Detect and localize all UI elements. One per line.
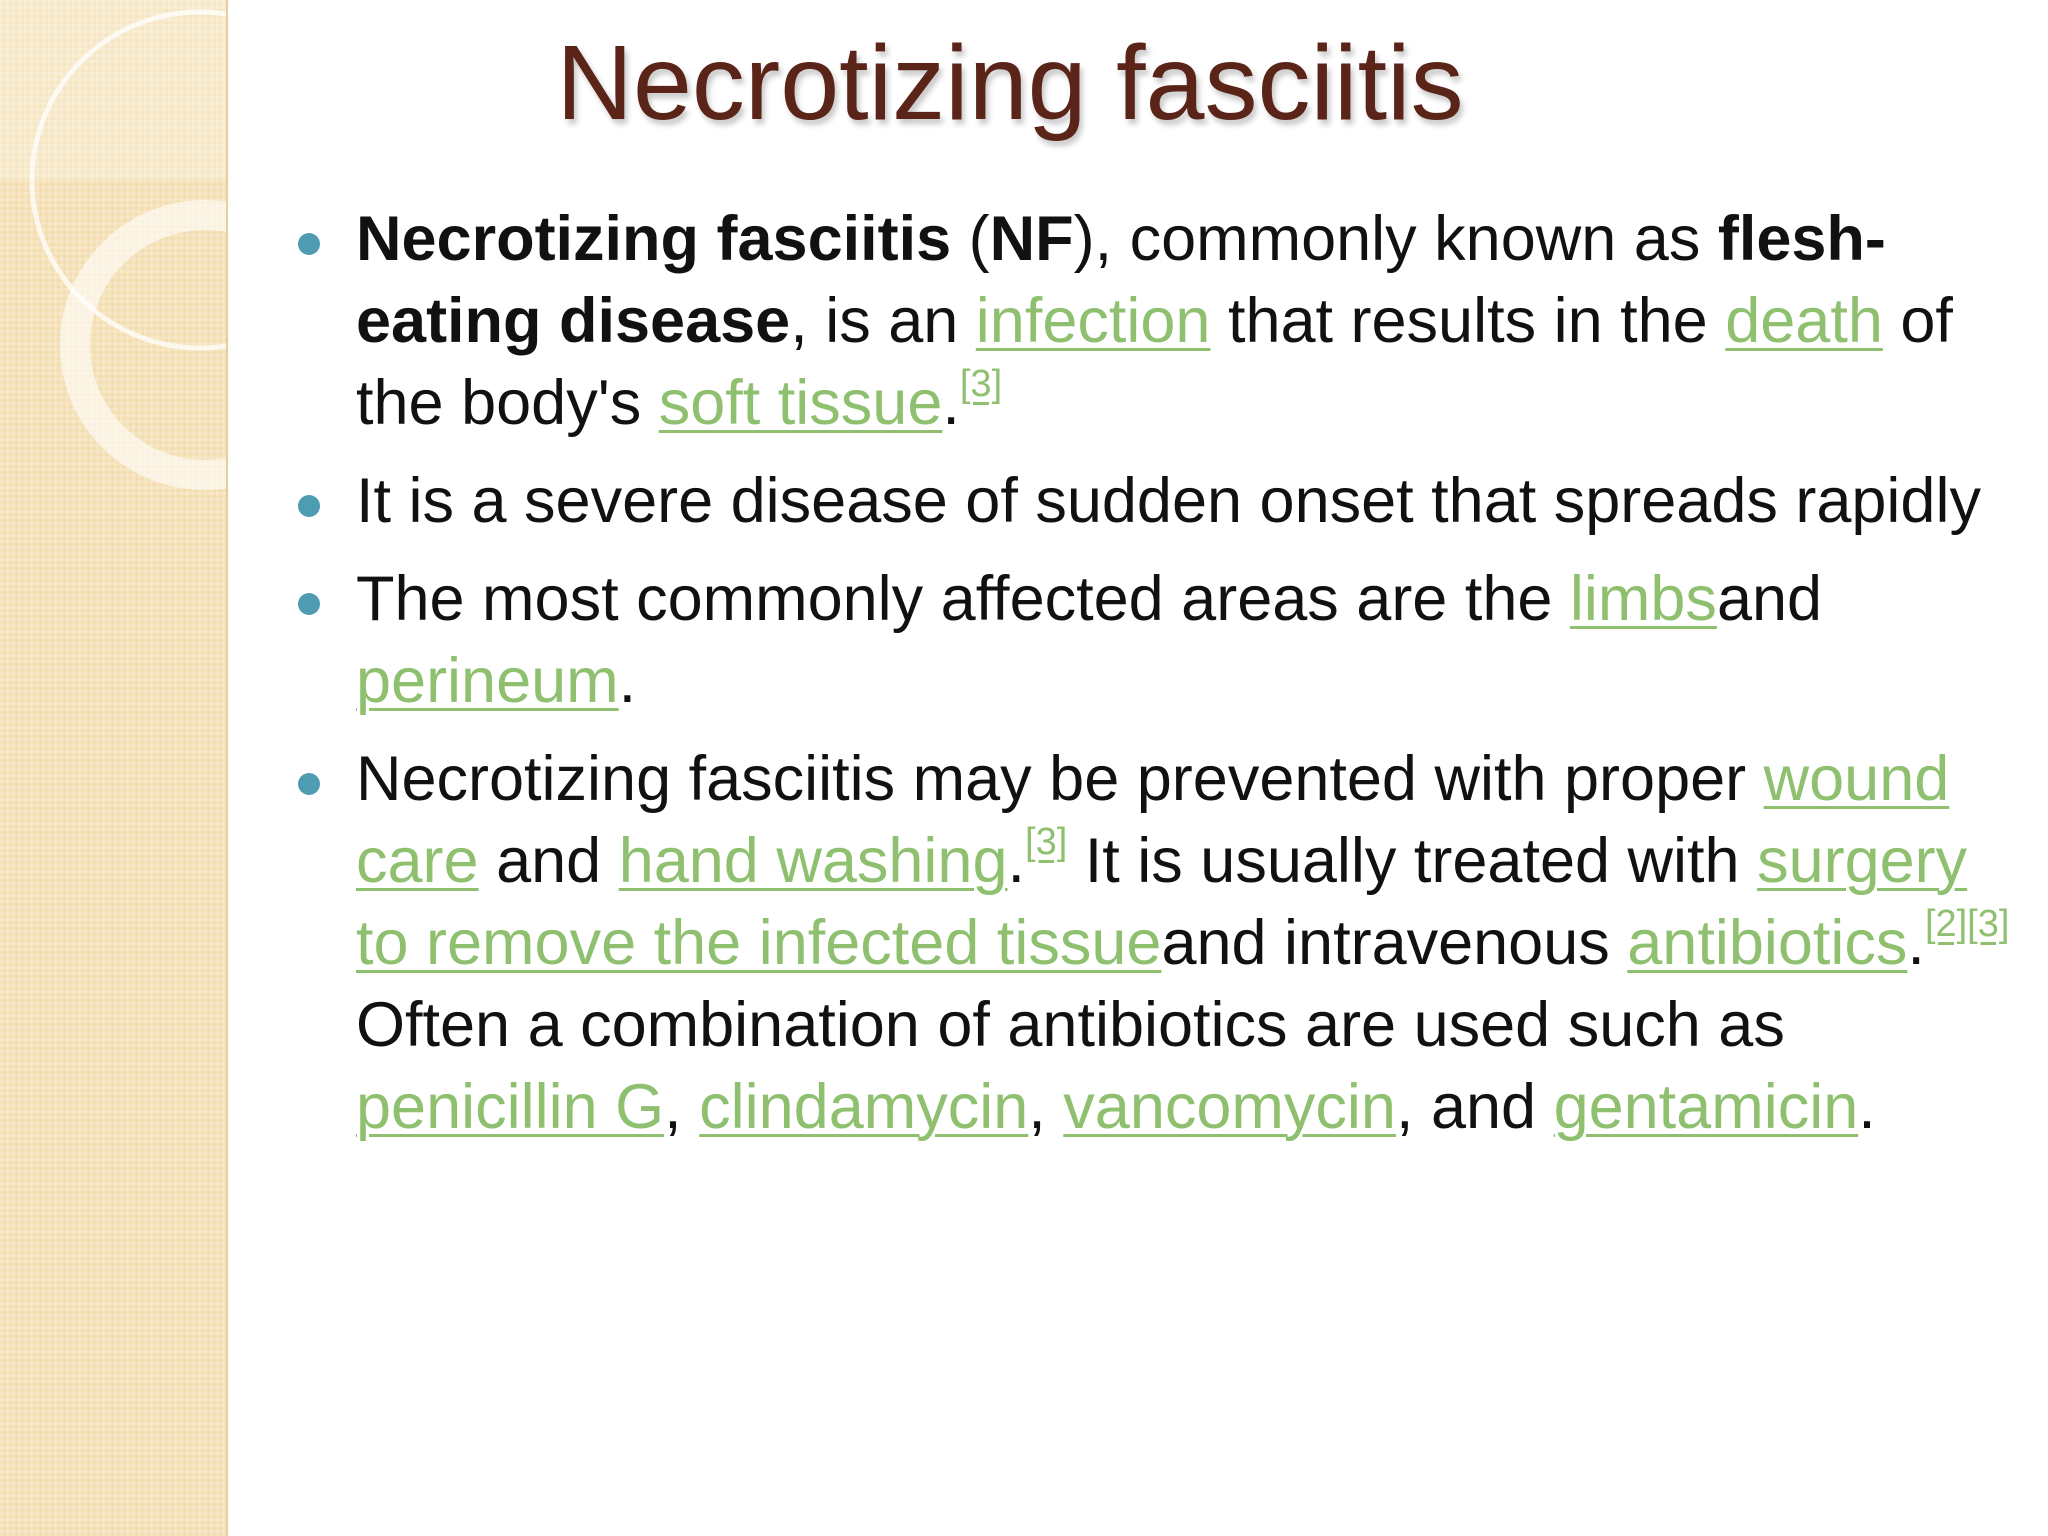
link-soft-tissue[interactable]: soft tissue — [658, 368, 943, 438]
decorative-sidebar — [0, 0, 228, 1536]
text: . — [942, 368, 960, 438]
bullet-dot-icon — [298, 593, 320, 615]
text: . — [1907, 908, 1925, 978]
bullet-item — [356, 558, 2016, 722]
link-limbs[interactable]: limbs — [1569, 564, 1717, 634]
link-clindamycin[interactable]: clindamycin — [699, 1072, 1029, 1142]
bullet-item — [356, 198, 2016, 444]
text: , — [1028, 1072, 1064, 1142]
link-surgery[interactable]: surgery to remove the infected tissue — [356, 826, 1968, 978]
text: , and — [1395, 1072, 1554, 1142]
text: ), commonly known as — [1073, 204, 1718, 274]
term-bold: Necrotizing fasciitis — [356, 204, 952, 274]
text: . — [1858, 1072, 1876, 1142]
reference-link[interactable]: [2][3] — [1924, 903, 2010, 945]
bullet-dot-icon — [298, 773, 320, 795]
text: . — [1007, 826, 1026, 896]
link-antibiotics[interactable]: antibiotics — [1627, 908, 1908, 978]
slide-title: Necrotizing fasciitis — [556, 24, 1464, 142]
link-perineum[interactable]: perineum — [356, 646, 619, 716]
link-wound-care[interactable]: wound care — [356, 744, 1950, 896]
text: and — [478, 826, 619, 896]
bullet-list — [356, 198, 2016, 1164]
bullet-dot-icon — [298, 233, 320, 255]
link-hand-washing[interactable]: hand washing — [618, 826, 1008, 896]
bullet-dot-icon — [298, 495, 320, 517]
reference-link[interactable]: [3] — [1025, 821, 1068, 863]
link-vancomycin[interactable]: vancomycin — [1063, 1072, 1396, 1142]
link-gentamicin[interactable]: gentamicin — [1553, 1072, 1859, 1142]
text: Often a combination of antibiotics are used such as — [356, 990, 1785, 1060]
text: . — [618, 646, 637, 716]
text: , is an — [790, 286, 976, 356]
text: The most commonly affected areas are the — [356, 564, 1570, 634]
term-bold: flesh-eating disease — [356, 204, 1886, 356]
text: , — [664, 1072, 700, 1142]
reference-link[interactable]: [3] — [959, 363, 1003, 405]
text: Necrotizing fasciitis may be prevented with proper — [356, 744, 1764, 814]
link-death[interactable]: death — [1725, 286, 1883, 356]
bullet-item — [356, 738, 2016, 1148]
text: and — [1716, 564, 1823, 634]
text: ( — [951, 204, 990, 274]
bullet-item — [356, 460, 2016, 542]
text: It is a severe disease of sudden onset that spreads rapidly — [356, 466, 1981, 536]
link-penicillin-g[interactable]: penicillin G — [356, 1072, 665, 1142]
decorative-rings — [0, 0, 226, 500]
link-infection[interactable]: infection — [975, 286, 1211, 356]
text: It is usually treated with — [1067, 826, 1758, 896]
text: and intravenous — [1161, 908, 1628, 978]
term-bold: NF — [989, 204, 1074, 274]
text: of the body's — [356, 286, 1953, 438]
text: that results in the — [1210, 286, 1726, 356]
